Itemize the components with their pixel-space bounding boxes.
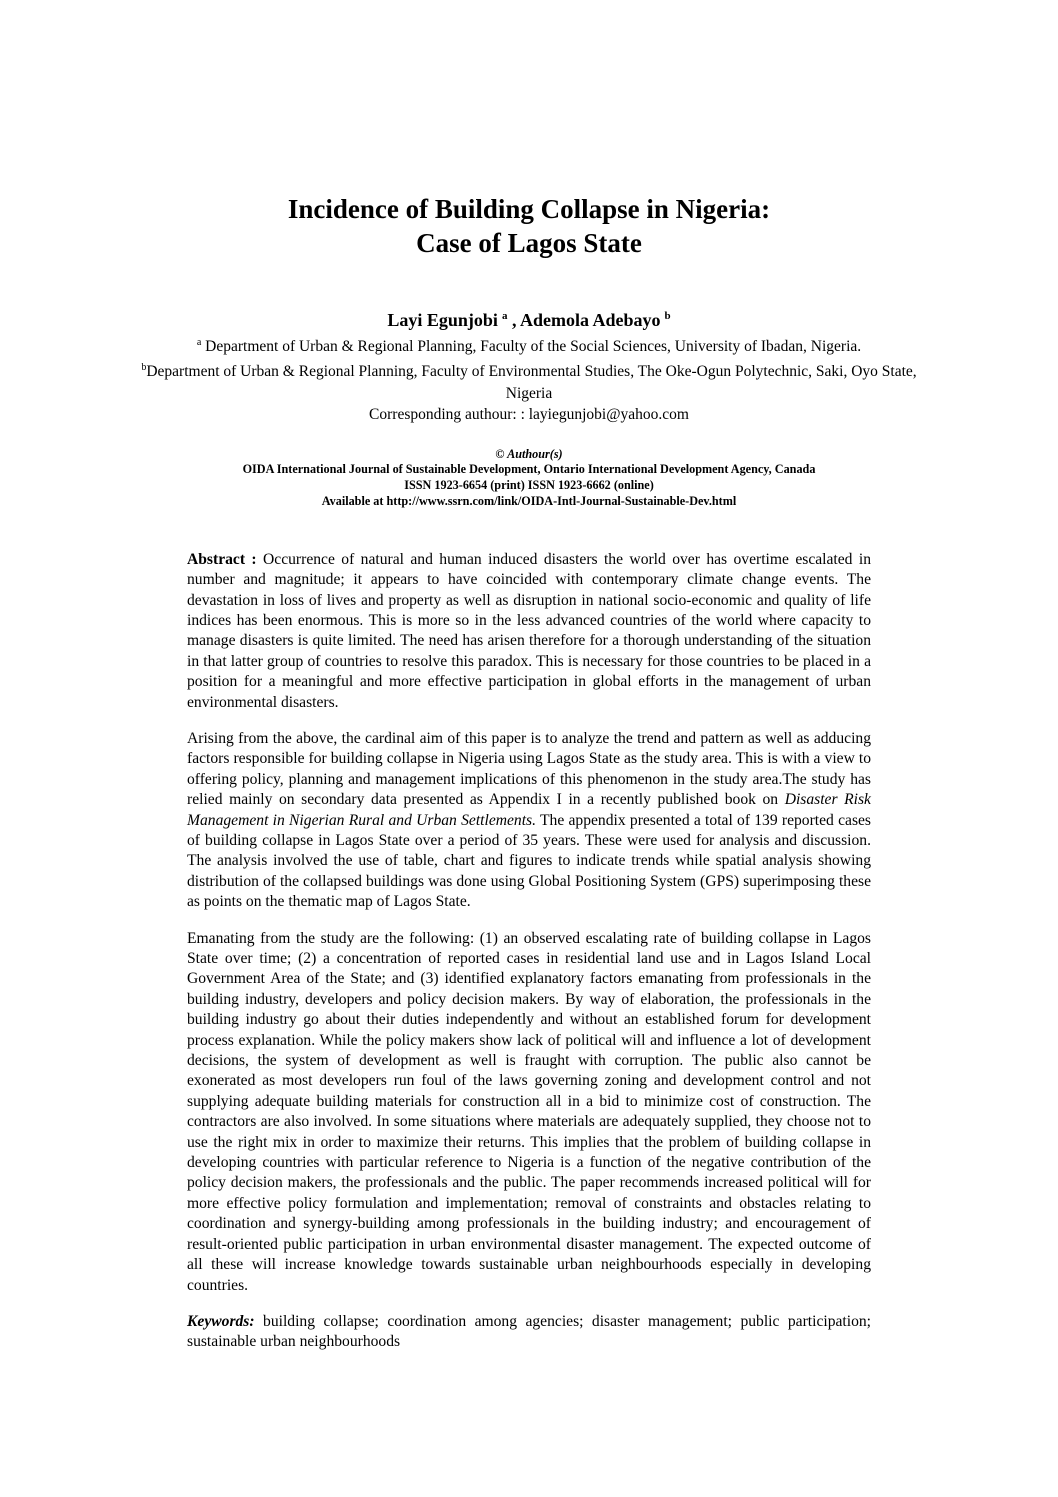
abstract-paragraph-1-text: Occurrence of natural and human induced disasters the world over has overtime escalated in number and magnitude; it appears to have coincided with contemporary climate change events. The devastation in loss of lives and property as well as disruption in national socio-economic and quality of life indices has been enormous. This is more so in the less advanced countries of the world where capacity to manage disasters is quite limited. The need has arisen therefore for a thorough understanding of the situation in that latter group of countries to resolve this paradox. This is necessary for those countries to be placed in a position for a meaningful and more effective participation in global efforts in the management of urban environmental disasters. <box>187 550 871 711</box>
affiliation-b-mark: b <box>141 362 147 374</box>
affiliations-block <box>124 332 934 426</box>
keywords-line <box>187 1312 871 1353</box>
journal-name-line: OIDA International Journal of Sustainable Development, Ontario International Development Agency, Canada <box>242 462 816 477</box>
abstract-paragraph-2-text-post: The appendix presented a total of 139 reported cases of building collapse in Lagos State over a period of 35 years. These were used for analysis and discussion. The analysis involved the use of table, chart and figures to indicate trends while spatial analysis showing distribution of the collapsed buildings was done using Global Positioning System (GPS) superimposing these as points on the thematic map of Lagos State. <box>187 811 871 911</box>
abstract-paragraph-2 <box>187 729 871 913</box>
author-1-name: Layi Egunjobi <box>387 310 498 330</box>
author-2-name: Ademola Adebayo <box>519 310 661 330</box>
abstract-section <box>187 550 871 1353</box>
paper-title <box>0 192 1058 260</box>
abstract-paragraph-2-text-pre: Arising from the above, the cardinal aim of this paper is to analyze the trend and pattern as well as adducing factors responsible for building collapse in Nigeria using Lagos State as the study area. This is with a view to offering policy, planning and management implications of this phenomenon in the study area.The study has relied mainly on secondary data presented as Appendix I in a recently published book on <box>187 729 871 809</box>
keywords-text: building collapse; coordination among agencies; disaster management; public participation; sustainable urban neighbourhoods <box>187 1312 872 1351</box>
keywords-label: Keywords: <box>187 1312 255 1330</box>
abstract-paragraph-3: Emanating from the study are the following: (1) an observed escalating rate of building collapse in Lagos State over time; (2) a concentration of reported cases in residential land use and in Lagos Island Local Government Area of the State; and (3) identified explanatory factors emanating from professionals in the building industry, developers and policy decision makers. By way of elaboration, the professionals in the building industry go about their duties independently and without an established forum for development process explanation. While the policy makers show lack of political will and influence a lot of development decisions, the system of development as well is fraught with corruption. The public also cannot be exonerated as most developers run foul of the laws governing zoning and development control and not supplying adequate building materials for construction all in a bid to minimize cost of construction. The contractors are also involved. In some situations where materials are adequately supplied, they choose not to use the right mix in order to maximize their returns. This implies that the problem of building collapse in developing countries with particular reference to Nigeria is a function of the negative contribution of the policy decision makers, the professionals and the public. The paper recommends increased political will for more effective policy formulation and implementation; removal of constraints and obstacles relating to coordination and synergy-building among professionals in the building industry; and encouragement of result-oriented public participation in urban environmental disaster management. The expected outcome of all these will increase knowledge towards sustainable urban neighbourhoods especially in developing countries. <box>187 929 871 1294</box>
issn-line: ISSN 1923-6654 (print) ISSN 1923-6662 (online) <box>404 478 654 493</box>
copyright-line: © Authour(s) <box>495 446 563 461</box>
paper-title-line2: Case of Lagos State <box>416 228 642 258</box>
author-1-affiliation-mark: a <box>501 310 508 322</box>
affiliation-a-mark: a <box>196 337 202 348</box>
corresponding-author-line: Corresponding authour: : layiegunjobi@yahoo.com <box>369 406 689 424</box>
authors-line <box>0 305 1058 331</box>
imprint-block <box>0 447 1058 510</box>
affiliation-a <box>124 332 934 357</box>
affiliation-b <box>124 357 934 404</box>
paper-title-line1: Incidence of Building Collapse in Nigeria: <box>287 194 771 224</box>
abstract-paragraph-1 <box>187 550 871 713</box>
abstract-label: Abstract : <box>187 550 257 568</box>
author-2-affiliation-mark: b <box>664 310 671 322</box>
affiliation-a-text: Department of Urban & Regional Planning, Faculty of the Social Sciences, University of Ibadan, Nigeria. <box>205 338 862 356</box>
referenced-book-title: Disaster Risk Management in Nigerian Rural and Urban Settlements. <box>187 791 871 829</box>
author-separator: , <box>511 310 520 330</box>
affiliation-b-text: Department of Urban & Regional Planning, Faculty of Environmental Studies, The Oke-Ogun Polytechnic, Saki, Oyo State, Nigeria <box>146 363 917 402</box>
availability-line: Available at http://www.ssrn.com/link/OIDA-Intl-Journal-Sustainable-Dev.html <box>321 493 737 508</box>
